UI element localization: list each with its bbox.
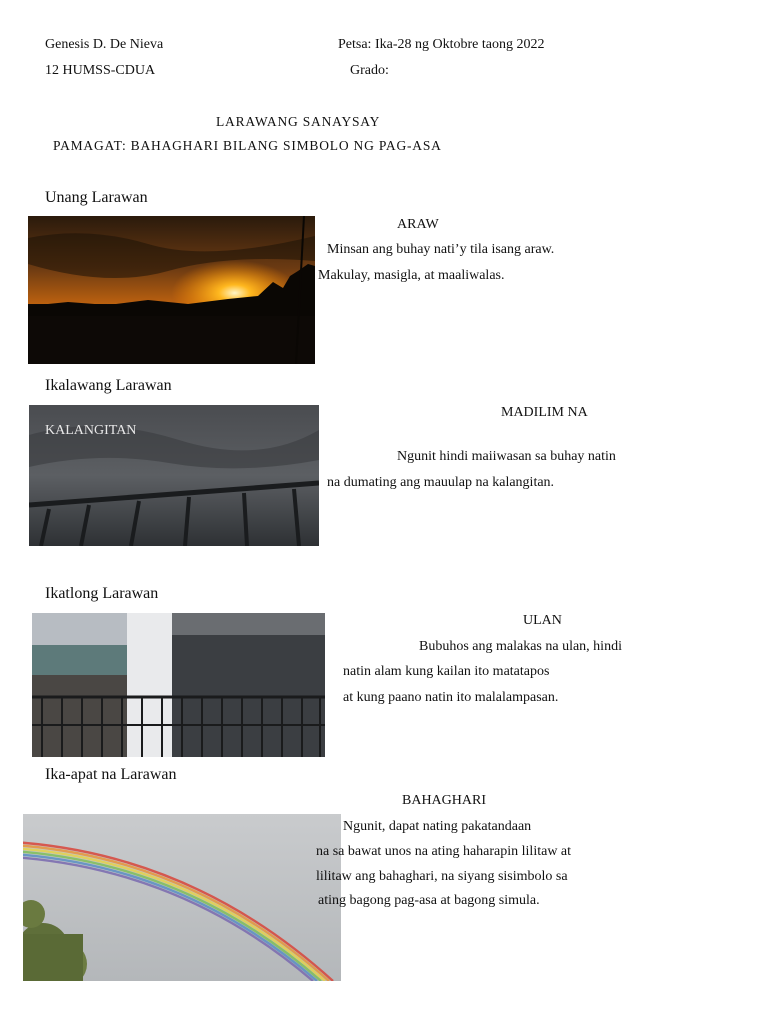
section-3-line-3: at kung paano natin ito malalampasan.	[343, 690, 559, 705]
section-1-line-2: Makulay, masigla, at maaliwalas.	[318, 268, 505, 283]
section-2-label: Ikalawang Larawan	[45, 377, 172, 394]
section-4-line-1: Ngunit, dapat nating pakatandaan	[343, 819, 532, 834]
author-name: Genesis D. De Nieva	[45, 37, 164, 52]
section-3-heading: ULAN	[523, 613, 562, 628]
section-3-line-1: Bubuhos ang malakas na ulan, hindi	[419, 639, 622, 654]
essay-title: PAMAGAT: BAHAGHARI BILANG SIMBOLO NG PAG-ASA	[53, 138, 442, 153]
section-1-heading: ARAW	[397, 217, 439, 232]
section-1-line-1: Minsan ang buhay nati’y tila isang araw.	[327, 242, 555, 257]
essay-type: LARAWANG SANAYSAY	[216, 114, 381, 129]
grade-line: Grado:	[350, 63, 389, 78]
section-1-label: Unang Larawan	[45, 189, 148, 206]
rain-photo	[32, 613, 325, 757]
section-2-heading-continued: KALANGITAN	[45, 423, 137, 438]
section-4-line-4: ating bagong pag-asa at bagong simula.	[318, 893, 540, 908]
section-3-label: Ikatlong Larawan	[45, 585, 159, 602]
section-2-heading: MADILIM NA	[501, 405, 588, 420]
section-4-line-2: na sa bawat unos na ating haharapin lilitaw at	[316, 844, 572, 859]
date-line: Petsa: Ika-28 ng Oktobre taong 2022	[338, 37, 545, 52]
section-4-label: Ika-apat na Larawan	[45, 766, 177, 783]
section-4-heading: BAHAGHARI	[402, 793, 486, 808]
student-section: 12 HUMSS-CDUA	[45, 63, 156, 78]
rainbow-photo	[23, 814, 341, 981]
section-3-line-2: natin alam kung kailan ito matatapos	[343, 664, 550, 679]
section-4-line-3: lilitaw ang bahaghari, na siyang sisimbolo sa	[316, 869, 568, 884]
section-2-line-1: Ngunit hindi maiiwasan sa buhay natin	[397, 449, 616, 464]
section-2-line-2: na dumating ang mauulap na kalangitan.	[327, 475, 555, 490]
sunset-photo	[28, 216, 315, 364]
